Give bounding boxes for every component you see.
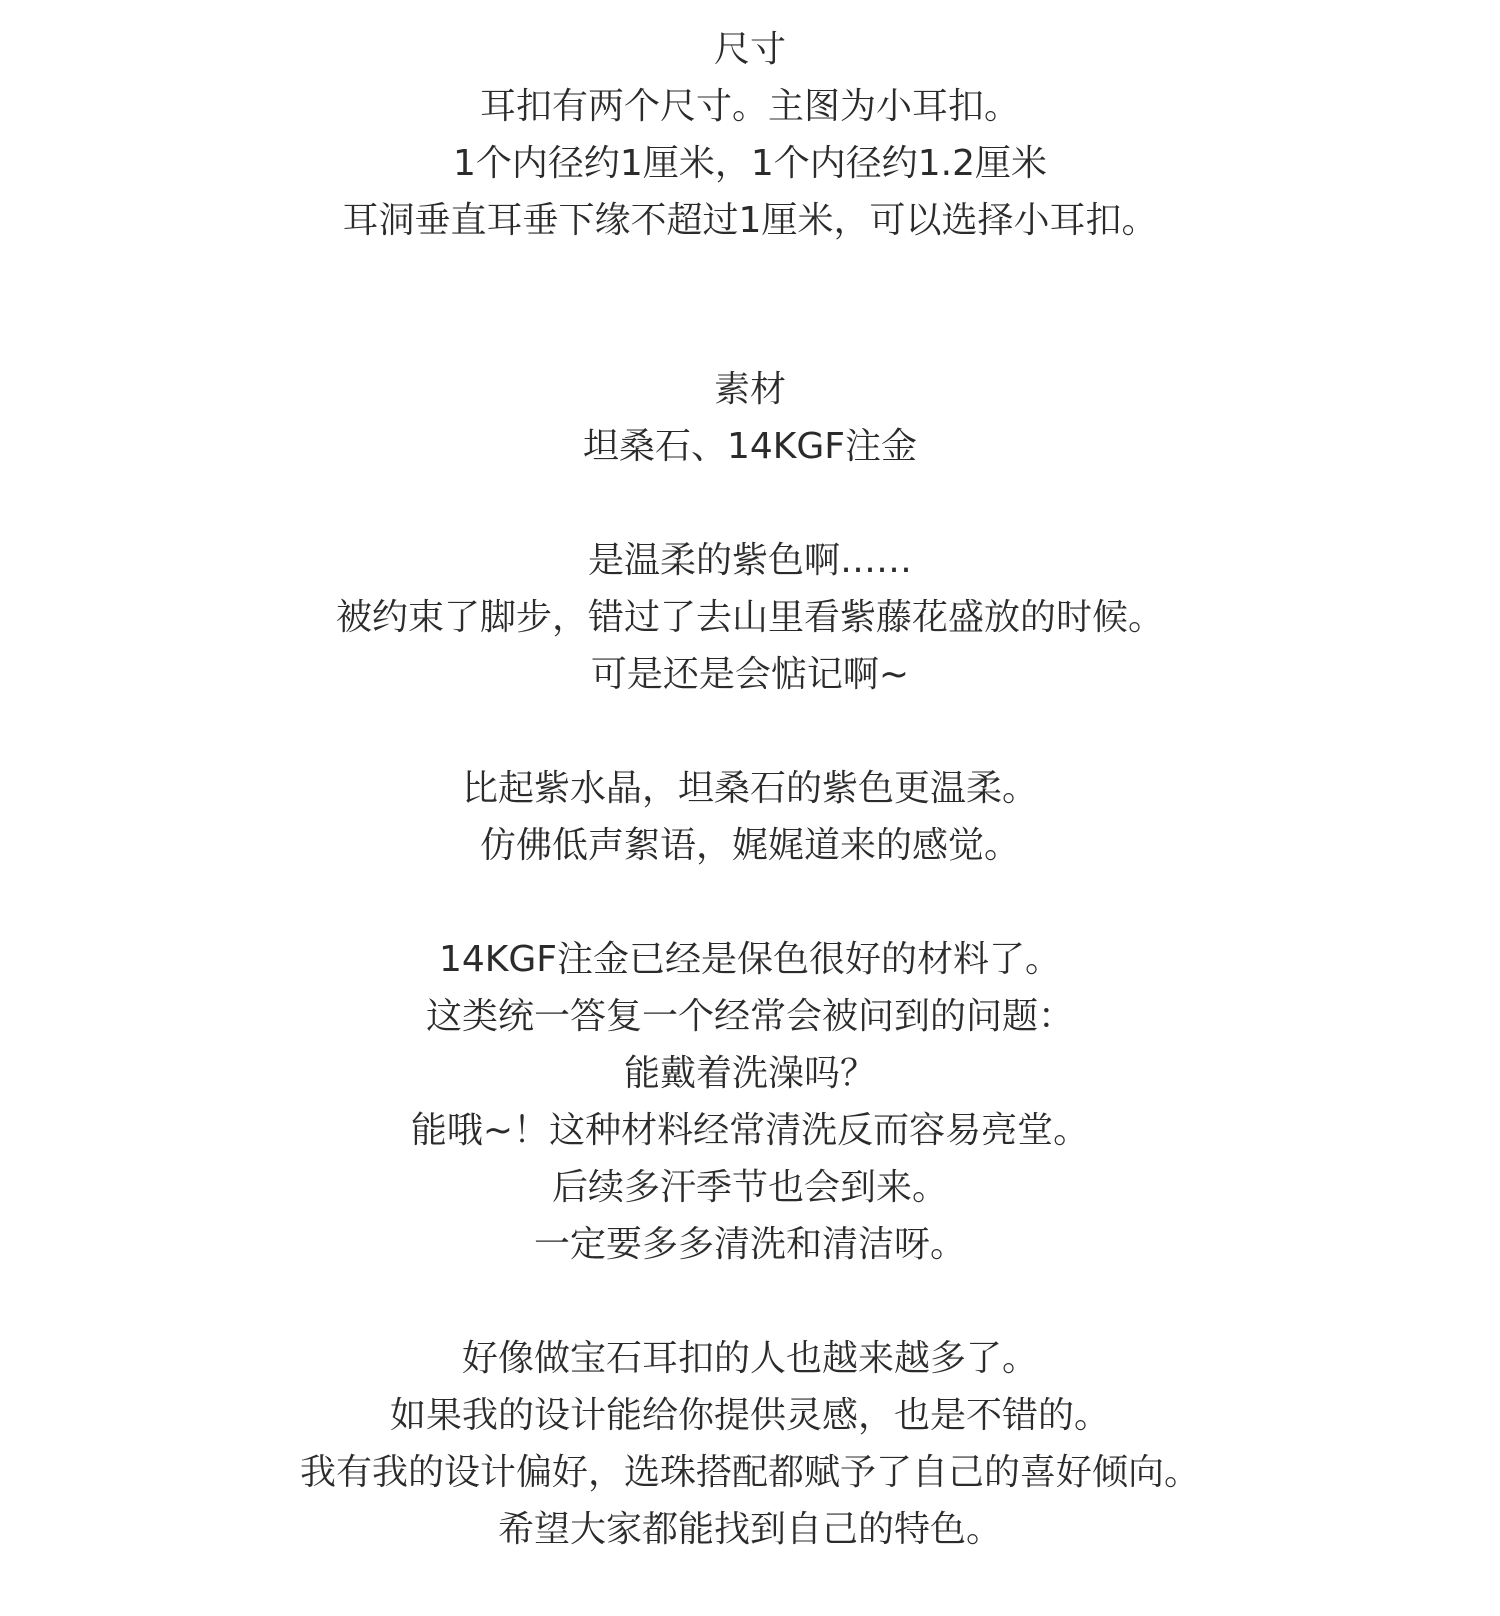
care-line-2: 这类统一答复一个经常会被问到的问题： [425,996,1074,1037]
design-line-1: 好像做宝石耳扣的人也越来越多了。 [461,1338,1038,1379]
care-line-4: 能哦~！这种材料经常清洗反而容易亮堂。 [410,1110,1090,1151]
design-line-4: 希望大家都能找到自己的特色。 [497,1509,1002,1550]
material-heading: 素材 [713,369,786,410]
material-list: 坦桑石、14KGF注金 [582,426,918,467]
size-line-3: 耳洞垂直耳垂下缘不超过1厘米，可以选择小耳扣。 [342,200,1158,241]
size-line-1: 耳扣有两个尺寸。主图为小耳扣。 [479,86,1020,127]
compare-line-2: 仿佛低声絮语，娓娓道来的感觉。 [479,825,1020,866]
color-line-3: 可是还是会惦记啊~ [590,654,910,695]
care-line-6: 一定要多多清洗和清洁呀。 [533,1224,966,1265]
design-line-3: 我有我的设计偏好，选珠搭配都赋予了自己的喜好倾向。 [299,1452,1200,1493]
care-line-3: 能戴着洗澡吗？ [623,1053,876,1094]
size-heading: 尺寸 [713,29,786,70]
color-line-1: 是温柔的紫色啊…… [587,540,912,581]
color-line-2: 被约束了脚步，错过了去山里看紫藤花盛放的时候。 [335,597,1164,638]
care-line-5: 后续多汗季节也会到来。 [551,1167,948,1208]
care-line-1: 14KGF注金已经是保色很好的材料了。 [438,939,1062,980]
compare-line-1: 比起紫水晶，坦桑石的紫色更温柔。 [461,768,1038,809]
design-line-2: 如果我的设计能给你提供灵感，也是不错的。 [389,1395,1110,1436]
size-line-2: 1个内径约1厘米，1个内径约1.2厘米 [453,143,1047,184]
